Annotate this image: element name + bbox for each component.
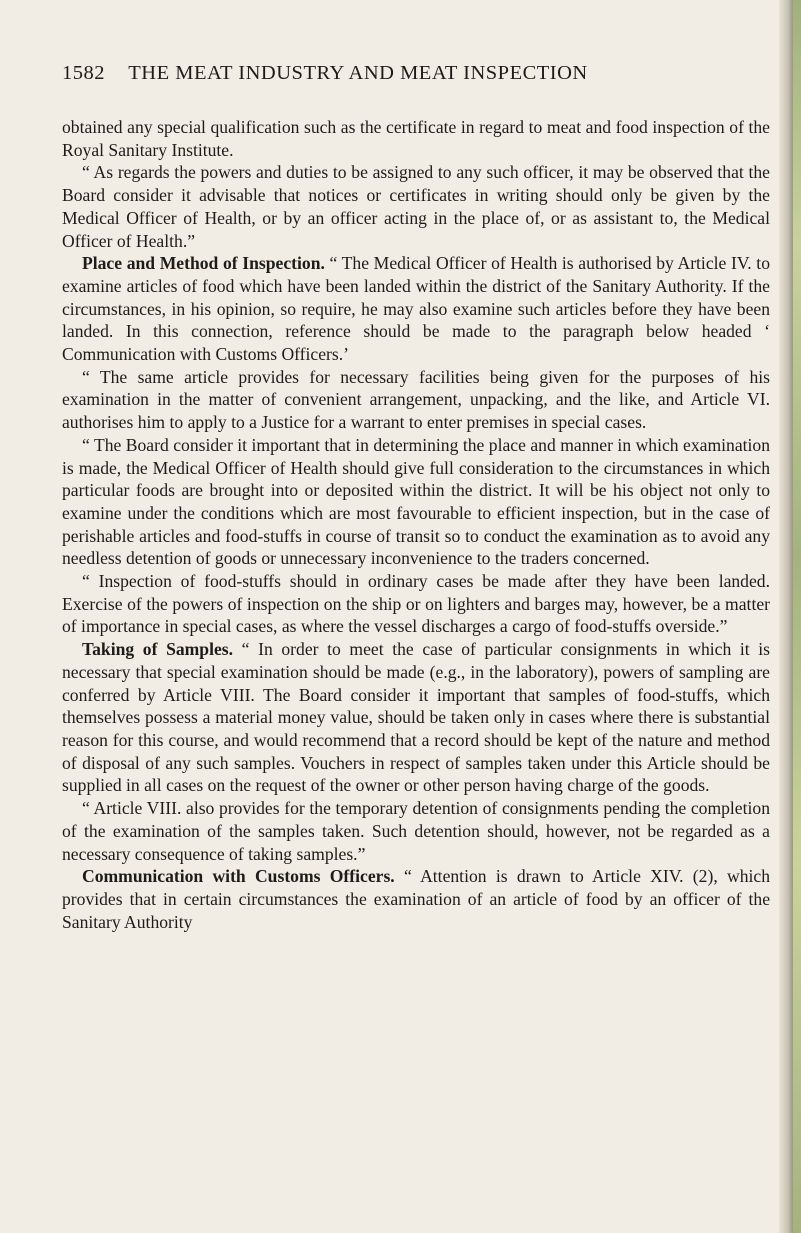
running-title: THE MEAT INDUSTRY AND MEAT INSPECTION: [128, 62, 588, 84]
paragraph-text: obtained any special qualification such as the certificate in regard to meat and food inspection of the Royal Sanitary Institute.: [62, 117, 770, 160]
paragraph-text: “ The Board consider it important that in determining the place and manner in which examination is made, the Medical Officer of Health should give full consideration to the circumstances in which particular foods are brought into or deposited within the district. It will be his object not only to examine under the conditions which are most favourable to efficient inspection, but in the case of perishable articles and food-stuffs in course of transit so to conduct the examination as to avoid any needless detention of goods or unnecessary inconvenience to the traders concerned.: [62, 434, 770, 569]
paragraph-text: “ The Medical Officer of Health is authorised by Article IV. to examine articles of food which have been landed within the district of the Sanitary Authority. If the circumstances, in his opinion, so require, he may also examine such articles before they have been landed. In this connection, reference should be made to the paragraph below headed ‘ Communication with Customs Officers.’: [62, 253, 770, 365]
section-heading: Communication with Customs Officers.: [82, 866, 395, 887]
page-edge-stain: [793, 0, 801, 1233]
running-header: [62, 62, 762, 85]
paragraph: [62, 865, 770, 933]
paragraph: [62, 570, 770, 638]
paragraph: [62, 434, 770, 570]
paragraph-text: “ Attention is drawn to Article XIV. (2), which provides that in certain circumstances the examination of an article of food by an officer of the Sanitary Authority: [62, 866, 770, 932]
paragraph: [62, 161, 770, 252]
paragraph: [62, 252, 770, 366]
paragraph-text: “ Inspection of food-stuffs should in ordinary cases be made after they have been landed. Exercise of the powers of inspection on the ship or on lighters and barges may, however, be a matter of importance in special cases, as where the vessel discharges a cargo of food-stuffs overside.”: [62, 571, 770, 637]
paragraph: [62, 366, 770, 434]
paragraph-text: “ As regards the powers and duties to be assigned to any such officer, it may be observed that the Board consider it advisable that notices or certificates in writing should only be given by the Medical Officer of Health, or by an officer acting in the place of, or as assistant to, the Medical Officer of Health.”: [62, 162, 770, 251]
paragraph: [62, 116, 770, 161]
paragraph-text: “ In order to meet the case of particular consignments in which it is necessary that special examination should be made (e.g., in the laboratory), powers of sampling are conferred by Article VIII. The Board consider it important that samples of food-stuffs, which themselves possess a material money value, should be taken only in cases where there is substantial reason for this course, and would recommend that a record should be kept of the nature and method of disposal of any such samples. Vouchers in respect of samples taken under this Article should be supplied in all cases on the request of the owner or other person having charge of the goods.: [62, 639, 770, 796]
paragraph-text: “ The same article provides for necessary facilities being given for the purposes of his examination in the matter of convenient arrangement, unpacking, and the like, and Article VI. authorises him to apply to a Justice for a warrant to enter premises in special cases.: [62, 366, 770, 433]
body-text: [62, 116, 770, 933]
paragraph: [62, 797, 770, 865]
paragraph: [62, 638, 770, 797]
page-number: 1582: [62, 62, 105, 84]
section-heading: Taking of Samples.: [82, 639, 234, 660]
section-heading: Place and Method of Inspection.: [82, 253, 325, 274]
paragraph-text: “ Article VIII. also provides for the temporary detention of consignments pending the completion of the examination of the samples taken. Such detention should, however, not be regarded as a necessary consequence of taking samples.”: [62, 798, 770, 864]
